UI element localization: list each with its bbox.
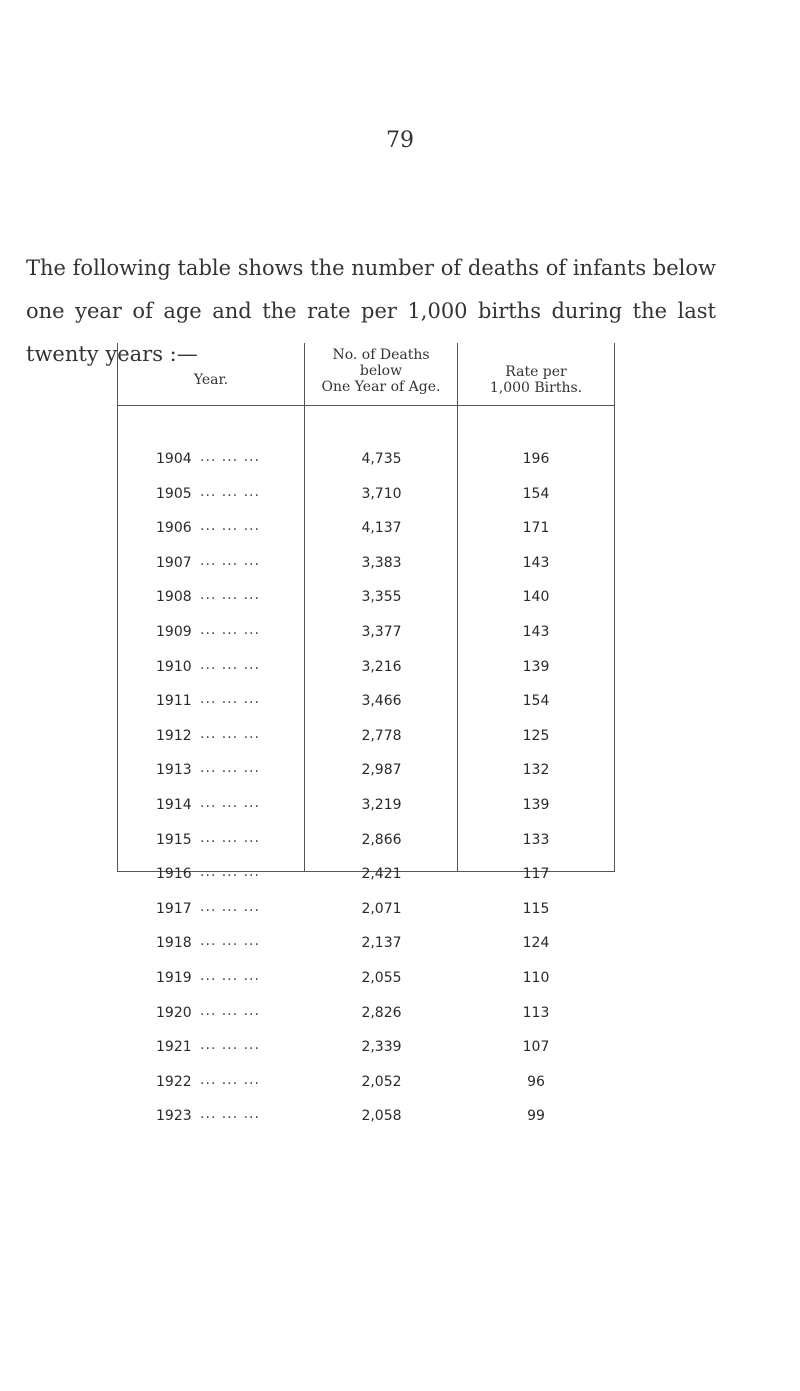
table-row (118, 478, 614, 512)
cell-rate: 115 (522, 900, 550, 917)
cell-deaths: 2,421 (361, 866, 402, 883)
cell-year: 1910 (156, 658, 192, 675)
cell-rate: 143 (522, 554, 550, 571)
cell-rate: 99 (527, 1108, 545, 1125)
table-row (118, 651, 614, 685)
cell-rate: 143 (522, 624, 550, 640)
header-deaths-line2: below (359, 363, 403, 379)
infant-deaths-table (117, 343, 615, 1125)
cell-deaths: 2,055 (361, 970, 402, 986)
table-row (118, 1066, 614, 1100)
table-row (118, 581, 614, 615)
cell-leader-dots: ... ... ... (200, 518, 260, 535)
header-rate-line1: Rate per (505, 364, 567, 380)
cell-year: 1905 (156, 485, 192, 502)
cell-year: 1917 (156, 900, 192, 917)
cell-leader-dots: ... ... ... (200, 1002, 260, 1019)
table-row (118, 824, 614, 858)
cell-year: 1915 (156, 831, 192, 848)
cell-leader-dots: ... ... ... (200, 483, 260, 500)
cell-year: 1908 (156, 589, 192, 606)
cell-leader-dots: ... ... ... (200, 1106, 260, 1123)
cell-rate: 154 (522, 485, 550, 502)
cell-rate: 110 (522, 970, 550, 986)
cell-rate: 139 (522, 797, 550, 813)
cell-deaths: 2,826 (361, 1004, 402, 1021)
cell-deaths: 2,339 (361, 1039, 402, 1056)
cell-deaths: 2,778 (361, 727, 402, 744)
cell-deaths: 3,710 (361, 485, 402, 502)
cell-deaths: 2,071 (361, 900, 402, 917)
cell-deaths: 3,219 (361, 797, 402, 813)
cell-leader-dots: ... ... ... (200, 968, 260, 984)
cell-year: 1904 (156, 451, 192, 467)
cell-leader-dots: ... ... ... (200, 1037, 260, 1054)
table-row (118, 547, 614, 581)
cell-deaths: 2,987 (361, 762, 402, 779)
cell-leader-dots: ... ... ... (200, 622, 260, 638)
cell-rate: 139 (522, 658, 550, 675)
cell-deaths: 4,137 (361, 520, 402, 537)
cell-deaths: 2,058 (361, 1108, 402, 1125)
cell-year: 1922 (156, 1073, 192, 1090)
cell-deaths: 3,383 (361, 554, 402, 571)
cell-rate: 133 (522, 831, 550, 848)
table-row (118, 927, 614, 961)
cell-deaths: 2,137 (361, 935, 402, 952)
cell-leader-dots: ... ... ... (200, 449, 260, 465)
table-row (118, 893, 614, 927)
cell-deaths: 2,866 (361, 831, 402, 848)
cell-year: 1920 (156, 1004, 192, 1021)
table-row (118, 754, 614, 788)
cell-year: 1907 (156, 554, 192, 571)
table-row (118, 720, 614, 754)
cell-rate: 154 (522, 693, 550, 710)
cell-year: 1918 (156, 935, 192, 952)
header-rate-line2: 1,000 Births. (489, 380, 583, 396)
cell-deaths: 3,466 (361, 693, 402, 710)
cell-year: 1912 (156, 727, 192, 744)
table-row (118, 1100, 614, 1134)
table-row (118, 685, 614, 719)
cell-deaths: 3,355 (361, 589, 402, 606)
cell-leader-dots: ... ... ... (200, 552, 260, 569)
cell-rate: 96 (527, 1073, 545, 1090)
cell-leader-dots: ... ... ... (200, 760, 260, 777)
table-row (118, 997, 614, 1031)
table-row (118, 858, 614, 892)
header-rate (458, 364, 614, 396)
cell-year: 1906 (156, 520, 192, 537)
page-number: 79 (386, 128, 414, 153)
cell-rate: 113 (522, 1004, 550, 1021)
cell-rate: 125 (522, 727, 550, 744)
header-deaths (305, 347, 457, 395)
cell-rate: 107 (522, 1039, 550, 1056)
cell-deaths: 3,377 (361, 624, 402, 640)
header-deaths-line1: No. of Deaths (332, 347, 430, 363)
table-row (118, 616, 614, 650)
cell-rate: 124 (522, 935, 550, 952)
cell-leader-dots: ... ... ... (200, 1071, 260, 1088)
cell-leader-dots: ... ... ... (200, 656, 260, 673)
cell-leader-dots: ... ... ... (200, 691, 260, 708)
cell-deaths: 2,052 (361, 1073, 402, 1090)
cell-rate: 140 (522, 589, 550, 606)
cell-year: 1919 (156, 970, 192, 986)
cell-year: 1909 (156, 624, 192, 640)
table-row (118, 789, 614, 823)
cell-rate: 171 (522, 520, 550, 537)
cell-rate: 117 (522, 866, 550, 883)
cell-year: 1923 (156, 1108, 192, 1125)
cell-year: 1921 (156, 1039, 192, 1056)
cell-leader-dots: ... ... ... (200, 725, 260, 742)
cell-leader-dots: ... ... ... (200, 898, 260, 915)
cell-leader-dots: ... ... ... (200, 795, 260, 811)
cell-leader-dots: ... ... ... (200, 933, 260, 950)
cell-year: 1914 (156, 797, 192, 813)
cell-rate: 132 (522, 762, 550, 779)
table-row (118, 443, 614, 477)
cell-leader-dots: ... ... ... (200, 587, 260, 604)
cell-leader-dots: ... ... ... (200, 829, 260, 846)
table-row (118, 962, 614, 996)
header-rule (118, 405, 614, 406)
cell-leader-dots: ... ... ... (200, 864, 260, 881)
table-row (118, 512, 614, 546)
header-deaths-line3: One Year of Age. (321, 379, 441, 395)
cell-deaths: 4,735 (361, 451, 402, 467)
cell-year: 1913 (156, 762, 192, 779)
cell-rate: 196 (522, 451, 550, 467)
table-row (118, 1031, 614, 1065)
cell-year: 1916 (156, 866, 192, 883)
header-year: Year. (193, 372, 229, 388)
cell-year: 1911 (156, 693, 192, 710)
cell-deaths: 3,216 (361, 658, 402, 675)
intro-paragraph: The following table shows the number of deaths of infants below one year of age and the rate per 1,000 births during the last twenty years :— (26, 256, 716, 366)
